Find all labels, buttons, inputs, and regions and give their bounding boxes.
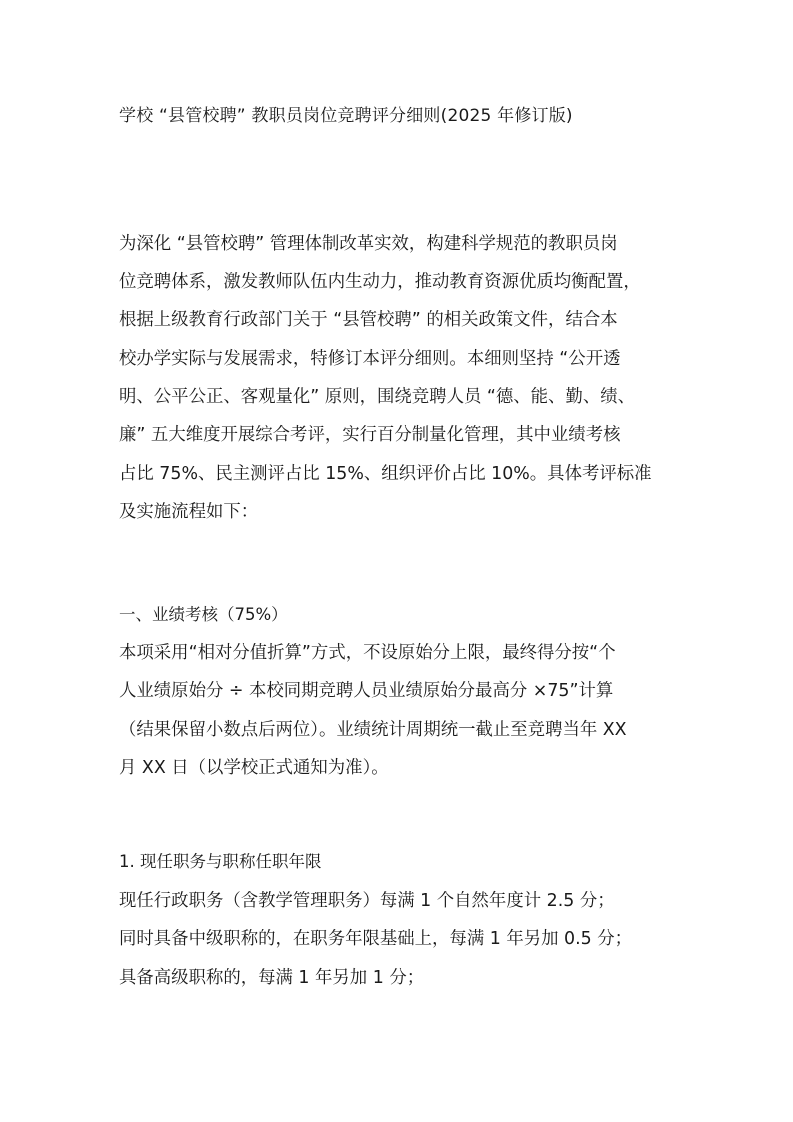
intro-line: 及实施流程如下：: [119, 502, 259, 522]
section-line: 本项采用“相对分值折算”方式，不设原始分上限，最终得分按“个: [119, 643, 616, 663]
intro-line: 廉” 五大维度开展综合考评，实行百分制量化管理，其中业绩考核: [119, 425, 621, 445]
section-line: 月 XX 日（以学校正式通知为准）。: [119, 758, 389, 778]
subsection-line: 具备高级职称的，每满 1 年另加 1 分；: [119, 968, 425, 988]
document-title: 学校 “县管校聘” 教职员岗位竞聘评分细则(2025 年修订版): [119, 106, 573, 126]
subsection-line: 现任行政职务（含教学管理职务）每满 1 个自然年度计 2.5 分；: [119, 891, 615, 911]
section-line: 人业绩原始分 ÷ 本校同期竞聘人员业绩原始分最高分 ×75”计算: [119, 681, 614, 701]
intro-line: 根据上级教育行政部门关于 “县管校聘” 的相关政策文件，结合本: [119, 310, 618, 330]
section-line: （结果保留小数点后两位）。业绩统计周期统一截止至竞聘当年 XX: [119, 720, 627, 740]
intro-line: 位竞聘体系，激发教师队伍内生动力，推动教育资源优质均衡配置，: [119, 272, 641, 292]
intro-line: 明、公平公正、客观量化” 原则，围绕竞聘人员 “德、能、勤、绩、: [119, 387, 636, 407]
intro-line: 为深化 “县管校聘” 管理体制改革实效，构建科学规范的教职员岗: [119, 234, 618, 254]
subsection-heading: 1. 现任职务与职称任职年限: [119, 852, 322, 871]
intro-line: 占比 75%、民主测评占比 15%、组织评价占比 10%。具体考评标准: [119, 464, 652, 484]
subsection-line: 同时具备中级职称的，在职务年限基础上，每满 1 年另加 0.5 分；: [119, 929, 632, 949]
intro-line: 校办学实际与发展需求，特修订本评分细则。本细则坚持 “公开透: [119, 349, 621, 369]
section-heading: 一、业绩考核（75%）: [119, 605, 288, 624]
